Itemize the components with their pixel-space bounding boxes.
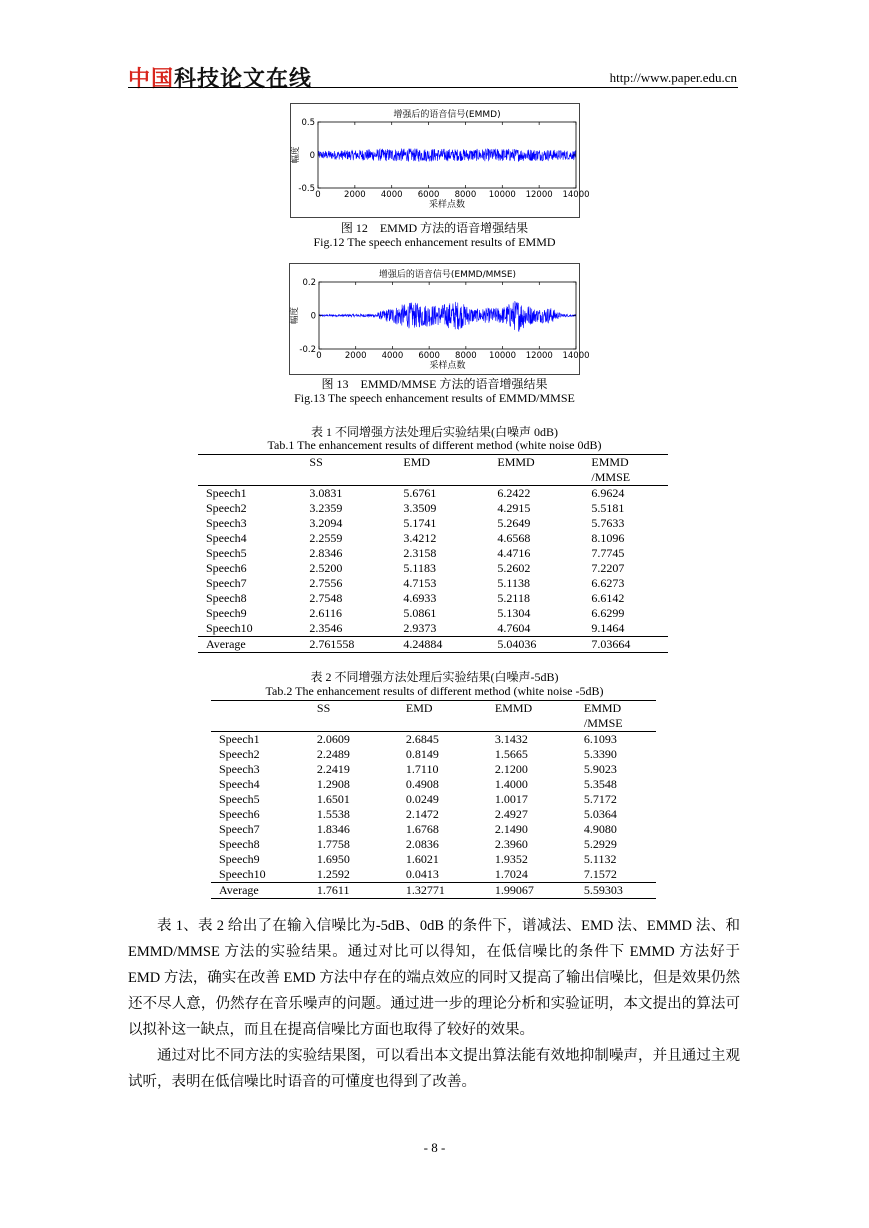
table-1-cell: Speech3 [206, 516, 247, 530]
table-2-row [211, 822, 656, 837]
table-2-row [211, 807, 656, 822]
table-1-header-cell [301, 470, 395, 486]
x-tick-label: 10000 [489, 351, 517, 361]
table-1-row [198, 531, 668, 546]
table-1-cell: 3.2094 [309, 516, 343, 530]
table-2-header-cell [487, 716, 576, 732]
table-1-cell: 8.1096 [591, 531, 625, 545]
table-2-cell: 1.6768 [405, 822, 439, 836]
y-tick-label: 0.5 [301, 118, 315, 128]
table-2-header-cell [211, 701, 309, 717]
signal-line [319, 301, 576, 331]
table-2-header-cell [309, 716, 398, 732]
table-1-row [198, 486, 668, 502]
table-1-cell: 5.2602 [497, 561, 531, 575]
table-1-cell: 2.8346 [309, 546, 343, 560]
x-tick-label: 4000 [380, 190, 403, 200]
table-1-cell: 4.7153 [403, 576, 437, 590]
table-1-cell: 5.1183 [403, 561, 436, 575]
table-2-header-cell: EMMD [487, 701, 576, 717]
table-2-cell: 0.0249 [405, 792, 439, 806]
table-2-row [211, 792, 656, 807]
table-2-row [211, 837, 656, 852]
figure-13-caption-en: Fig.13 The speech enhancement results of EMMD/MMSE [294, 391, 575, 405]
figure-12-svg [291, 104, 590, 217]
table-1-row [198, 606, 668, 621]
table-2-cell: 5.59303 [576, 883, 656, 899]
table-2-cell: 2.1472 [405, 807, 439, 821]
x-tick-label: 8000 [455, 351, 477, 361]
table-2 [211, 700, 656, 899]
table-1-cell: 5.7633 [591, 516, 625, 530]
table-2-cell: 5.1132 [583, 852, 617, 866]
table-1-cell: 6.2422 [497, 486, 531, 500]
table-2-cell: 1.32771 [398, 883, 487, 899]
paragraph-1: 表 1、表 2 给出了在输入信噪比为-5dB、0dB 的条件下，谱减法、EMD 法、EMMD 法、和 EMMD/MMSE 方法的实验结果。通过对比可以得知，在低信噪比的条件下 EMMD 方法好于 EMD 方法，确实在改善 EMD 方法中存在的端点效应的同时又提高了输出信噪比，但是效果仍然还不尽人意，仍然存在音乐噪声的问题。通过进一步的理论分析和实验证明，本文提出的算法可以拟补这一缺点，而且在提高信噪比方面也取得了较好的效果。 [128, 918, 740, 1038]
table-2-row [211, 732, 656, 748]
table-1-header-cell: /MMSE [583, 470, 668, 486]
table-1-cell: 5.04036 [489, 637, 583, 653]
y-axis-label: 幅度 [290, 306, 300, 325]
table-2-cell: Speech8 [219, 837, 260, 851]
table-1-cell: Speech9 [206, 606, 247, 620]
table-1-cell: 2.2559 [309, 531, 343, 545]
x-tick-label: 0 [315, 190, 321, 200]
table-2-cell: Speech2 [219, 747, 260, 761]
site-logo [128, 62, 312, 93]
table-2-cell: 1.8346 [316, 822, 350, 836]
logo-red-text: 中国 [128, 67, 175, 92]
x-tick-label: 10000 [488, 190, 516, 200]
x-axis-label: 采样点数 [428, 200, 466, 210]
table-1-cell: 9.1464 [591, 621, 625, 635]
table-2-cell: 1.7024 [494, 867, 528, 881]
table-2-average-row [211, 883, 656, 899]
table-1-cell: 4.4716 [497, 546, 531, 560]
table-2-row [211, 867, 656, 883]
table-1-cell: 2.9373 [403, 621, 437, 635]
table-2-cell: 1.6950 [316, 852, 350, 866]
table-2-cell: Speech10 [219, 867, 266, 881]
table-2-cell: 6.1093 [583, 732, 617, 746]
table-2-cell: 7.1572 [583, 867, 617, 881]
table-2-cell: 1.99067 [487, 883, 576, 899]
table-1-cell: 4.2915 [497, 501, 531, 515]
table-2-cell: 2.6845 [405, 732, 439, 746]
table-1-cell: Speech4 [206, 531, 247, 545]
table-1-cell: 7.2207 [591, 561, 625, 575]
signal-line [318, 148, 576, 161]
table-2-cell: 4.9080 [583, 822, 617, 836]
table-1-row [198, 561, 668, 576]
table-2-header-row [211, 701, 656, 717]
table-1-cell: Average [198, 637, 301, 653]
table-1-header-cell: EMMD [583, 455, 668, 471]
table-2-header-cell: EMD [398, 701, 487, 717]
table-1-cell: 5.6761 [403, 486, 437, 500]
table-1-header-cell: SS [301, 455, 395, 471]
table-1-cell: 5.1138 [497, 576, 530, 590]
table-1-header-cell: EMMD [489, 455, 583, 471]
y-tick-label: 0 [310, 311, 316, 322]
table-1-cell: 3.4212 [403, 531, 437, 545]
table-2-cell: 1.6021 [405, 852, 439, 866]
table-1-row [198, 546, 668, 561]
table-2-header-cell: EMMD [576, 701, 656, 717]
y-tick-label: -0.5 [298, 184, 315, 194]
table-2-header-cell: SS [309, 701, 398, 717]
page-number: - 8 - [423, 1140, 446, 1155]
table-2-cell: Speech3 [219, 762, 260, 776]
table-1-cell: Speech2 [206, 501, 247, 515]
table-2-cell: 0.0413 [405, 867, 439, 881]
table-2-row [211, 777, 656, 792]
x-tick-label: 14000 [562, 351, 590, 361]
logo-black-text: 科技论文在线 [174, 67, 313, 92]
chart-title: 增强后的语音信号(EMMD) [393, 110, 501, 120]
table-1-cell: 7.7745 [591, 546, 625, 560]
table-2-cell: 2.0609 [316, 732, 350, 746]
table-1-cell: 6.6299 [591, 606, 625, 620]
table-2-cell: Speech7 [219, 822, 260, 836]
table-2-caption-cn: 表 2 不同增强方法处理后实验结果(白噪声-5dB) [310, 670, 559, 684]
table-2-cell: Average [211, 883, 309, 899]
table-1-cell: 4.6933 [403, 591, 437, 605]
table-1-cell: 4.6568 [497, 531, 531, 545]
table-2-cell: 2.2489 [316, 747, 350, 761]
table-1-cell: 5.2649 [497, 516, 531, 530]
table-1-cell: 2.3546 [309, 621, 343, 635]
table-2-cell: 1.4000 [494, 777, 528, 791]
table-1-header-cell [198, 470, 301, 486]
table-2-cell: 1.7758 [316, 837, 350, 851]
x-tick-label: 0 [316, 351, 322, 361]
table-1-cell: 6.9624 [591, 486, 625, 500]
table-1-cell: Speech8 [206, 591, 247, 605]
table-2-header-cell [398, 716, 487, 732]
table-1-average-row [198, 637, 668, 653]
table-1-row [198, 516, 668, 531]
table-1-cell: 6.6273 [591, 576, 625, 590]
table-1-cell: Speech1 [206, 486, 247, 500]
table-1-cell: 6.6142 [591, 591, 625, 605]
table-1-cell: 2.7556 [309, 576, 343, 590]
table-2-cell: Speech9 [219, 852, 260, 866]
table-2-cell: 1.0017 [494, 792, 528, 806]
table-2-cell: 2.4927 [494, 807, 528, 821]
table-1-row [198, 621, 668, 637]
table-1-row [198, 576, 668, 591]
x-tick-label: 12000 [525, 190, 553, 200]
y-tick-label: 0 [309, 151, 315, 161]
x-tick-label: 6000 [417, 190, 440, 200]
chart-title: 增强后的语音信号(EMMD/MMSE) [378, 270, 517, 280]
table-2-cell: 5.7172 [583, 792, 617, 806]
table-1-cell: 2.761558 [301, 637, 395, 653]
table-2-cell: Speech1 [219, 732, 260, 746]
table-2-cell: 2.0836 [405, 837, 439, 851]
table-1-cell: 2.3158 [403, 546, 437, 560]
table-1-cell: 5.5181 [591, 501, 625, 515]
x-axis-label: 采样点数 [429, 361, 466, 371]
table-1-cell: 2.5200 [309, 561, 343, 575]
table-2-cell: 1.6501 [316, 792, 350, 806]
paragraph-2: 通过对比不同方法的实验结果图，可以看出本文提出算法能有效地抑制噪声，并且通过主观试听，表明在低信噪比时语音的可懂度也得到了改善。 [128, 1048, 740, 1090]
table-2-cell: 5.3548 [583, 777, 617, 791]
table-2-cell: 1.5665 [494, 747, 528, 761]
table-2-caption-en: Tab.2 The enhancement results of different method (white noise -5dB) [265, 684, 604, 698]
table-2-cell: 2.1200 [494, 762, 528, 776]
table-1-cell: 4.24884 [395, 637, 489, 653]
table-1 [198, 454, 668, 653]
figure-13-svg [290, 264, 590, 374]
header-url: http://www.paper.edu.cn [609, 70, 737, 85]
table-1-cell: Speech5 [206, 546, 247, 560]
x-tick-label: 6000 [418, 351, 440, 361]
figure-13-caption-cn: 图 13 EMMD/MMSE 方法的语音增强结果 [321, 377, 548, 391]
table-1-header-cell [395, 470, 489, 486]
table-1-header-cell [198, 455, 301, 471]
table-2-cell: 0.8149 [405, 747, 439, 761]
x-tick-label: 12000 [525, 351, 553, 361]
table-1-cell: 5.2118 [497, 591, 530, 605]
table-2-cell: 2.3960 [494, 837, 528, 851]
y-tick-label: -0.2 [299, 345, 316, 355]
table-2-cell: 0.4908 [405, 777, 439, 791]
table-2-cell: 1.9352 [494, 852, 528, 866]
y-tick-label: 0.2 [302, 278, 316, 288]
table-2-row [211, 762, 656, 777]
figure-13-chart [289, 263, 590, 375]
table-2-header-cell [211, 716, 309, 732]
body-text [128, 913, 740, 1095]
table-2-header-row [211, 716, 656, 732]
x-tick-label: 14000 [562, 190, 590, 200]
y-axis-label: 幅度 [291, 146, 301, 164]
table-1-cell: 7.03664 [583, 637, 668, 653]
table-2-cell: 5.2929 [583, 837, 617, 851]
signal-series [319, 301, 576, 331]
table-2-cell: Speech6 [219, 807, 260, 821]
table-1-cell: 3.3509 [403, 501, 437, 515]
table-2-cell: 2.1490 [494, 822, 528, 836]
table-1-header-cell [489, 470, 583, 486]
table-2-row [211, 852, 656, 867]
table-1-row [198, 591, 668, 606]
table-2-cell: 2.2419 [316, 762, 350, 776]
table-2-row [211, 747, 656, 762]
x-tick-label: 2000 [344, 190, 366, 200]
table-1-cell: 3.2359 [309, 501, 343, 515]
table-2-cell: 5.3390 [583, 747, 617, 761]
figure-12-chart [290, 103, 590, 218]
figure-12-caption-cn: 图 12 EMMD 方法的语音增强结果 [340, 221, 529, 235]
signal-series [318, 148, 576, 161]
table-1-cell: 2.7548 [309, 591, 343, 605]
table-2-cell: 5.9023 [583, 762, 617, 776]
table-2-cell: 5.0364 [583, 807, 617, 821]
table-2-cell: 1.7611 [309, 883, 398, 899]
table-1-row [198, 501, 668, 516]
table-1-cell: 5.0861 [403, 606, 437, 620]
table-1-cell: 2.6116 [309, 606, 342, 620]
table-1-cell: 3.0831 [309, 486, 343, 500]
table-2-cell: 1.7110 [405, 762, 439, 776]
table-1-cell: Speech7 [206, 576, 247, 590]
table-1-header-row [198, 470, 668, 486]
table-1-caption-cn: 表 1 不同增强方法处理后实验结果(白噪声 0dB) [311, 425, 558, 439]
table-1-cell: 4.7604 [497, 621, 531, 635]
table-2-cell: 1.5538 [316, 807, 350, 821]
header-divider [128, 87, 738, 88]
table-2-cell: 1.2908 [316, 777, 350, 791]
x-tick-label: 8000 [454, 190, 477, 200]
table-1-cell: Speech6 [206, 561, 247, 575]
table-1-header-row [198, 455, 668, 471]
table-1-caption-en: Tab.1 The enhancement results of different method (white noise 0dB) [267, 438, 602, 452]
x-tick-label: 2000 [344, 351, 367, 361]
table-2-header-cell: /MMSE [576, 716, 656, 732]
table-2-cell: Speech5 [219, 792, 260, 806]
table-2-cell: Speech4 [219, 777, 260, 791]
table-2-cell: 3.1432 [494, 732, 528, 746]
table-1-cell: 5.1304 [497, 606, 531, 620]
table-2-cell: 1.2592 [316, 867, 350, 881]
x-tick-label: 4000 [381, 351, 404, 361]
table-1-cell: 5.1741 [403, 516, 437, 530]
figure-12-caption-en: Fig.12 The speech enhancement results of EMMD [313, 235, 556, 249]
table-1-header-cell: EMD [395, 455, 489, 471]
table-1-cell: Speech10 [206, 621, 253, 635]
